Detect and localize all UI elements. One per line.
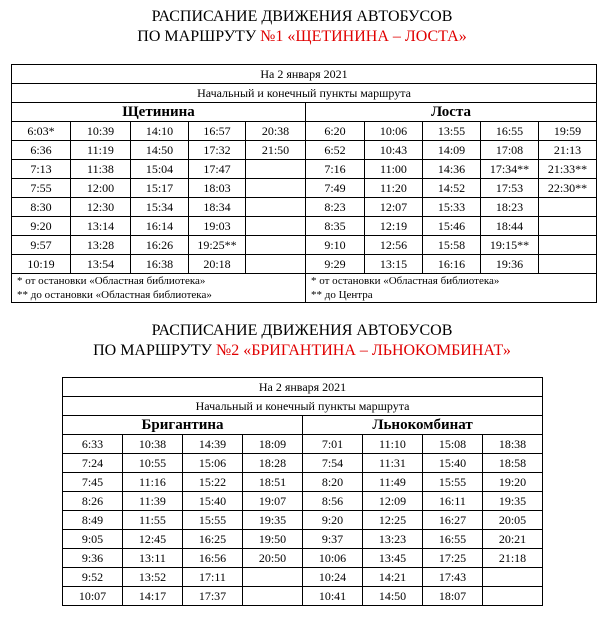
time-cell: 10:24 [303,568,363,587]
table-row [63,473,543,492]
time-cell: 14:17 [123,587,183,606]
route1-schedule-table [11,64,597,303]
time-cell: 11:39 [123,492,183,511]
time-cell: 6:52 [306,141,365,160]
time-cell: 19:03 [189,217,246,236]
time-cell: 11:10 [363,435,423,454]
time-cell: 18:34 [189,198,246,217]
time-cell: 14:52 [423,179,481,198]
time-cell: 11:16 [123,473,183,492]
time-cell: 16:56 [183,549,243,568]
time-cell: 12:09 [363,492,423,511]
time-cell: 15:34 [131,198,189,217]
route2-times [63,435,543,606]
time-cell: 13:23 [363,530,423,549]
time-cell: 14:39 [183,435,243,454]
table-row [63,530,543,549]
route1-right-notes [306,274,597,303]
time-cell: 14:36 [423,160,481,179]
time-cell: 12:56 [365,236,423,255]
time-cell: 8:56 [303,492,363,511]
time-cell: 17:34** [481,160,539,179]
time-cell: 9:36 [63,549,123,568]
time-cell: 18:23 [481,198,539,217]
time-cell [246,236,306,255]
time-cell: 18:03 [189,179,246,198]
time-cell [539,217,597,236]
time-cell: 9:20 [303,511,363,530]
time-cell: 6:36 [12,141,71,160]
route1-left-stop-header: Щетинина [12,103,306,122]
route2-right-stop-header: Льнокомбинат [303,416,543,435]
time-cell: 16:14 [131,217,189,236]
time-cell: 20:38 [246,122,306,141]
time-cell: 18:58 [483,454,543,473]
route1-date: На 2 января 2021 [12,65,597,84]
time-cell: 17:53 [481,179,539,198]
table-row [12,198,597,217]
time-cell: 17:32 [189,141,246,160]
route2-title-route: №2 «БРИГАНТИНА – ЛЬНОКОМБИНАТ» [215,342,511,359]
time-cell: 13:54 [71,255,131,274]
table-row [63,587,543,606]
time-cell: 15:33 [423,198,481,217]
time-cell: 13:15 [365,255,423,274]
time-cell: 8:35 [306,217,365,236]
time-cell: 9:57 [12,236,71,255]
time-cell: 15:22 [183,473,243,492]
time-cell: 19:35 [243,511,303,530]
time-cell: 20:50 [243,549,303,568]
time-cell: 16:38 [131,255,189,274]
route2-schedule-table [62,377,543,606]
table-row [63,492,543,511]
time-cell: 7:01 [303,435,363,454]
time-cell: 19:25** [189,236,246,255]
time-cell: 15:40 [183,492,243,511]
time-cell: 10:06 [303,549,363,568]
time-cell: 13:11 [123,549,183,568]
time-cell: 6:20 [306,122,365,141]
time-cell: 11:19 [71,141,131,160]
time-cell [246,179,306,198]
time-cell: 20:21 [483,530,543,549]
time-cell: 22:30** [539,179,597,198]
time-cell: 19:35 [483,492,543,511]
route1-left-note-1: * от остановки «Областная библиотека» [17,275,206,287]
route1-title-prefix: ПО МАРШРУТУ [137,28,261,45]
time-cell: 21:50 [246,141,306,160]
time-cell: 16:57 [189,122,246,141]
route1-right-note-1: * от остановки «Областная библиотека» [311,275,500,287]
time-cell [246,217,306,236]
time-cell: 19:15** [481,236,539,255]
time-cell: 7:54 [303,454,363,473]
time-cell: 6:03* [12,122,71,141]
time-cell: 7:55 [12,179,71,198]
route1-title-route: №1 «ЩЕТИНИНА – ЛОСТА» [260,28,467,45]
time-cell: 11:38 [71,160,131,179]
time-cell: 13:28 [71,236,131,255]
time-cell: 16:16 [423,255,481,274]
time-cell: 18:38 [483,435,543,454]
time-cell [483,587,543,606]
table-row [63,568,543,587]
time-cell: 16:55 [423,530,483,549]
time-cell: 8:49 [63,511,123,530]
route1-left-note-2: ** до остановки «Областная библиотека» [17,289,212,301]
time-cell: 17:43 [423,568,483,587]
time-cell [243,568,303,587]
time-cell: 21:13 [539,141,597,160]
time-cell: 11:31 [363,454,423,473]
time-cell: 9:20 [12,217,71,236]
time-cell: 8:23 [306,198,365,217]
time-cell: 11:49 [363,473,423,492]
time-cell: 18:09 [243,435,303,454]
time-cell: 9:05 [63,530,123,549]
time-cell [246,160,306,179]
time-cell: 14:21 [363,568,423,587]
time-cell: 14:10 [131,122,189,141]
route1-title-line2 [0,27,604,47]
time-cell: 19:36 [481,255,539,274]
time-cell: 14:50 [131,141,189,160]
time-cell: 17:37 [183,587,243,606]
time-cell: 12:00 [71,179,131,198]
time-cell: 7:13 [12,160,71,179]
route1-title-line1: РАСПИСАНИЕ ДВИЖЕНИЯ АВТОБУСОВ [151,8,453,25]
time-cell: 15:06 [183,454,243,473]
time-cell: 15:55 [423,473,483,492]
time-cell [246,198,306,217]
time-cell: 8:30 [12,198,71,217]
time-cell: 10:38 [123,435,183,454]
time-cell: 8:26 [63,492,123,511]
table-row [12,255,597,274]
time-cell: 17:25 [423,549,483,568]
time-cell: 10:07 [63,587,123,606]
table-row [63,454,543,473]
time-cell: 21:33** [539,160,597,179]
time-cell: 18:28 [243,454,303,473]
time-cell: 19:20 [483,473,543,492]
time-cell: 9:10 [306,236,365,255]
table-row [63,549,543,568]
route2-left-stop-header: Бригантина [63,416,303,435]
time-cell: 15:04 [131,160,189,179]
time-cell: 19:07 [243,492,303,511]
time-cell: 7:24 [63,454,123,473]
table-row [12,122,597,141]
time-cell: 12:30 [71,198,131,217]
time-cell: 15:40 [423,454,483,473]
time-cell: 15:58 [423,236,481,255]
time-cell [246,255,306,274]
table-row [63,511,543,530]
time-cell: 13:45 [363,549,423,568]
time-cell: 19:59 [539,122,597,141]
route1-right-stop-header: Лоста [306,103,597,122]
time-cell: 18:44 [481,217,539,236]
time-cell: 12:45 [123,530,183,549]
time-cell [539,198,597,217]
time-cell: 8:20 [303,473,363,492]
time-cell: 12:07 [365,198,423,217]
time-cell: 7:45 [63,473,123,492]
time-cell: 7:16 [306,160,365,179]
route2-terminals-caption: Начальный и конечный пункты маршрута [63,397,543,416]
route1-heading [0,7,604,47]
table-row [63,435,543,454]
route1-right-note-2: ** до Центра [311,289,373,301]
time-cell: 10:06 [365,122,423,141]
time-cell: 20:18 [189,255,246,274]
time-cell: 21:18 [483,549,543,568]
time-cell [539,236,597,255]
time-cell: 14:50 [363,587,423,606]
time-cell: 15:46 [423,217,481,236]
time-cell: 16:26 [131,236,189,255]
route1-times [12,122,597,274]
time-cell: 17:11 [183,568,243,587]
time-cell: 11:00 [365,160,423,179]
time-cell: 13:55 [423,122,481,141]
table-row [12,217,597,236]
time-cell: 14:09 [423,141,481,160]
route2-date: На 2 января 2021 [63,378,543,397]
time-cell: 10:39 [71,122,131,141]
table-row [12,179,597,198]
time-cell: 15:55 [183,511,243,530]
time-cell: 13:52 [123,568,183,587]
time-cell: 16:27 [423,511,483,530]
time-cell: 13:14 [71,217,131,236]
time-cell: 17:08 [481,141,539,160]
route2-heading [0,321,604,361]
time-cell: 20:05 [483,511,543,530]
time-cell: 9:52 [63,568,123,587]
time-cell: 15:08 [423,435,483,454]
time-cell: 18:51 [243,473,303,492]
time-cell: 10:43 [365,141,423,160]
time-cell: 6:33 [63,435,123,454]
time-cell: 16:25 [183,530,243,549]
time-cell: 19:50 [243,530,303,549]
time-cell [483,568,543,587]
time-cell: 16:55 [481,122,539,141]
time-cell: 10:55 [123,454,183,473]
route1-left-notes [12,274,306,303]
time-cell: 10:41 [303,587,363,606]
time-cell: 7:49 [306,179,365,198]
time-cell: 18:07 [423,587,483,606]
time-cell: 9:37 [303,530,363,549]
time-cell: 11:55 [123,511,183,530]
time-cell: 11:20 [365,179,423,198]
time-cell: 9:29 [306,255,365,274]
route2-title-line2 [0,341,604,361]
table-row [12,236,597,255]
time-cell: 15:17 [131,179,189,198]
time-cell [243,587,303,606]
time-cell [539,255,597,274]
table-row [12,141,597,160]
time-cell: 10:19 [12,255,71,274]
time-cell: 17:47 [189,160,246,179]
route2-title-line1: РАСПИСАНИЕ ДВИЖЕНИЯ АВТОБУСОВ [151,322,453,339]
time-cell: 12:25 [363,511,423,530]
route2-title-prefix: ПО МАРШРУТУ [93,342,216,359]
time-cell: 12:19 [365,217,423,236]
route1-terminals-caption: Начальный и конечный пункты маршрута [12,84,597,103]
time-cell: 16:11 [423,492,483,511]
table-row [12,160,597,179]
